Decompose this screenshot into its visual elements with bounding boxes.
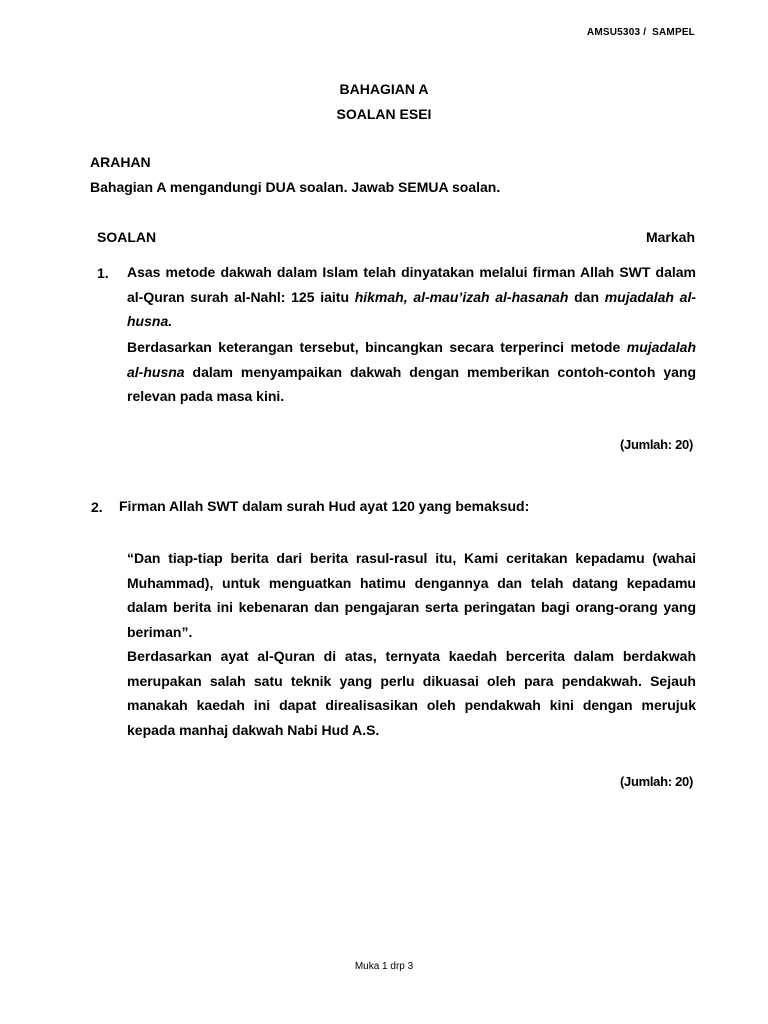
question-2-number: 2.	[91, 499, 103, 515]
section-title: BAHAGIAN A	[339, 81, 429, 97]
page-number-footer: Muka 1 drp 3	[354, 961, 414, 972]
question-1-total-marks: (Jumlah: 20)	[620, 437, 693, 452]
question-1-task-term: mujadalah al-husna	[127, 339, 696, 380]
question-2-intro: Firman Allah SWT dalam surah Hud ayat 120 yang bemaksud:	[119, 498, 530, 514]
question-1-intro: Asas metode dakwah dalam Islam telah dinyatakan melalui firman Allah SWT dalam al-Quran surah al-Nahl: 125 iaitu hikmah, al-mau’izah al-hasanah dan mujadalah al-husna.	[127, 264, 697, 329]
instructions-label: ARAHAN	[90, 154, 151, 170]
question-1-intro-term-2: mujadalah al-husna.	[127, 288, 697, 329]
instructions-text: Bahagian A mengandungi DUA soalan. Jawab SEMUA soalan.	[90, 179, 501, 195]
question-2-total-marks: (Jumlah: 20)	[620, 774, 693, 789]
section-subtitle: SOALAN ESEI	[336, 106, 432, 122]
marks-column-label: Markah	[645, 229, 695, 245]
question-column-label: SOALAN	[97, 229, 157, 245]
question-2-task: Berdasarkan ayat al-Quran di atas, ternyata kaedah bercerita dalam berdakwah merupakan salah satu teknik yang perlu dikuasai oleh para pendakwah. Sejauh manakah kaedah ini dapat direalisasikan oleh pendakwah kini dengan merujuk kepada manhaj dakwah Nabi Hud A.S.	[127, 648, 696, 738]
question-1-intro-term-1: hikmah, al-mau’izah al-hasanah	[354, 288, 569, 305]
question-1-number: 1.	[97, 265, 109, 281]
course-code-header: AMSU5303 / SAMPEL	[586, 27, 695, 38]
question-2-quote: “Dan tiap-tiap berita dari berita rasul-rasul itu, Kami ceritakan kepadamu (wahai Muhammad), untuk menguatkan hatimu dengannya dan telah datang kepadamu dalam berita ini kebenaran dan pengajaran serta peringatan bagi orang-orang yang beriman”.	[127, 550, 696, 640]
question-1-task: Berdasarkan keterangan tersebut, bincangkan secara terperinci metode mujadalah al-husna dalam menyampaikan dakwah dengan memberikan contoh-contoh yang relevan pada masa kini.	[127, 339, 696, 404]
